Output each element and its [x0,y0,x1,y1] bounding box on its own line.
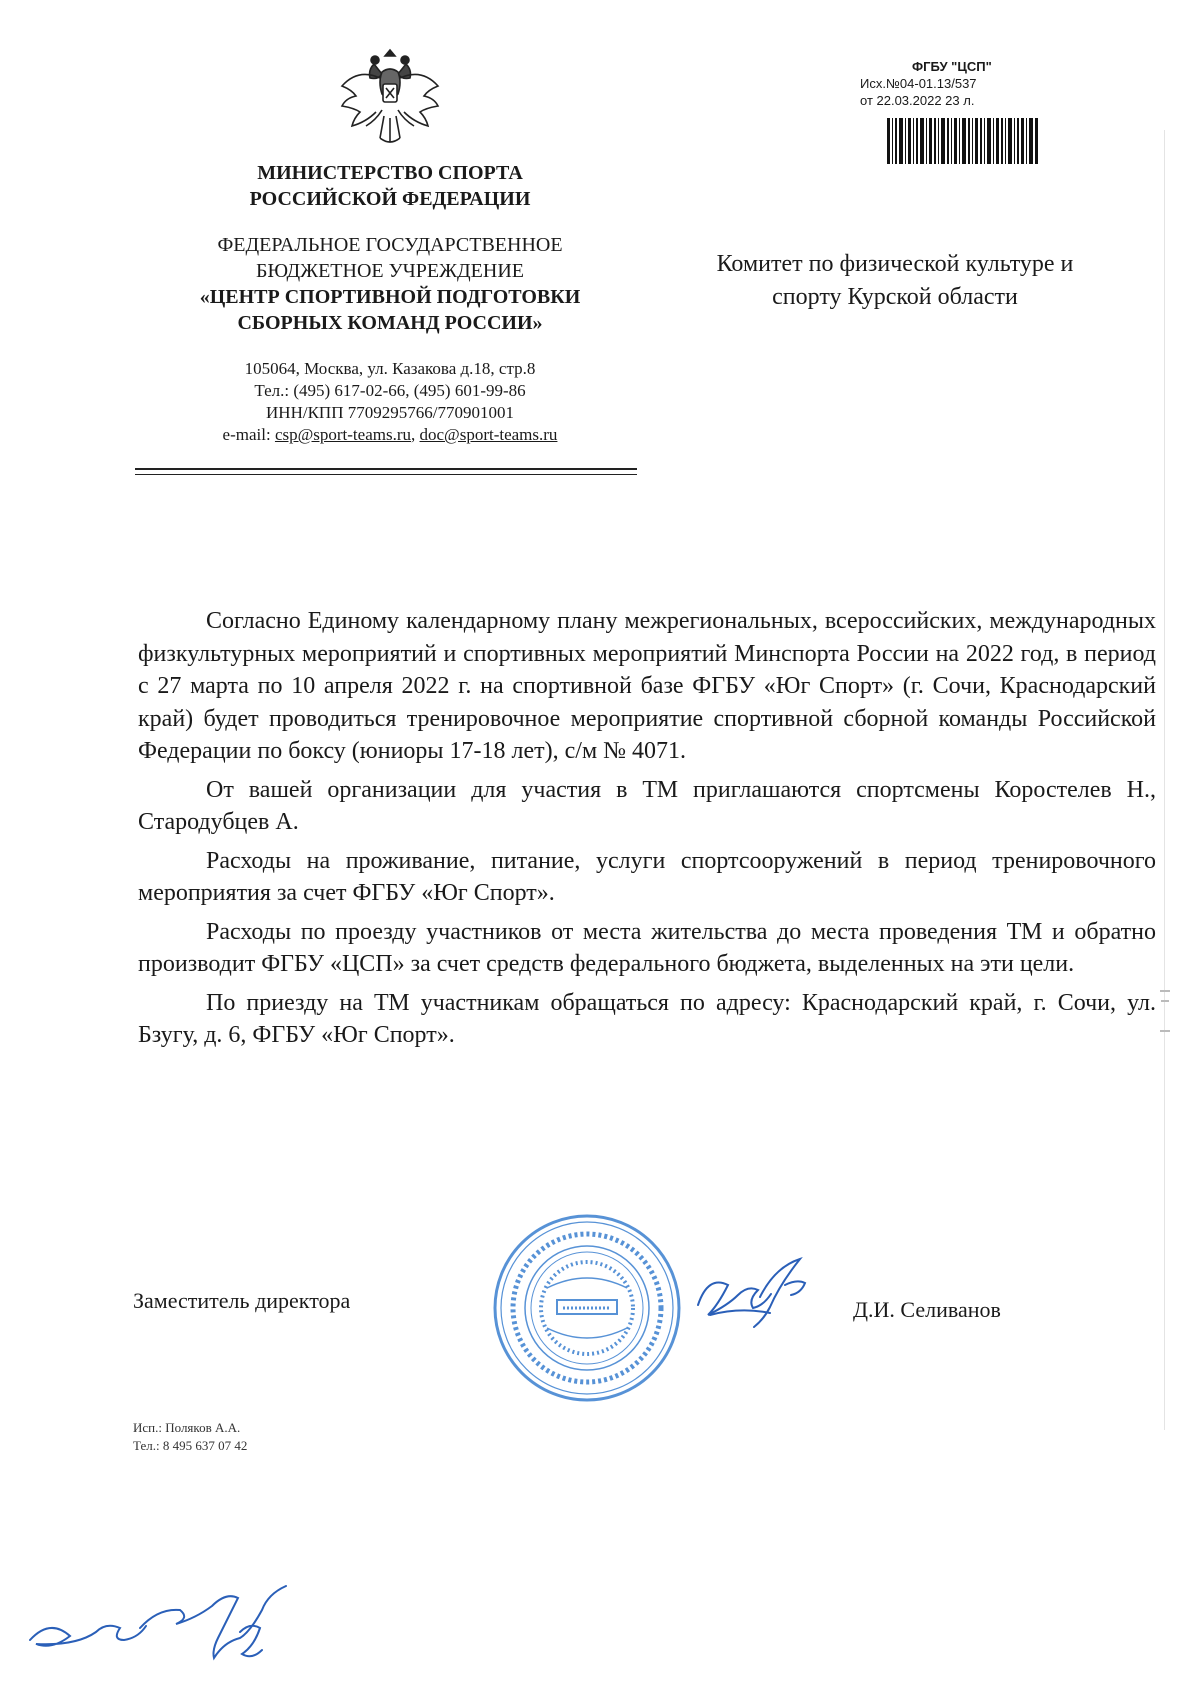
handwritten-signature-icon [690,1245,825,1340]
org-email-line [150,424,630,446]
body-paragraph-3: Расходы на проживание, питание, услуги спортсооружений в период тренировочного мероприятия за счет ФГБУ «Юг Спорт». [138,847,1156,906]
ministry-line-2: РОССИЙСКОЙ ФЕДЕРАЦИИ [249,188,531,210]
registration-number: Исх.№04-01.13/537 [860,76,977,91]
email-link-doc[interactable]: doc@sport-teams.ru [419,425,558,444]
addressee-line-2: спорту Курской области [772,284,1018,310]
registration-org: ФГБУ "ЦСП" [912,59,992,74]
body-paragraph-2: От вашей организации для участия в ТМ приглашаются спортсмены Коростелев Н., Стародубцев А. [138,776,1156,835]
body-paragraph-5: По приезду на ТМ участникам обращаться по адресу: Краснодарский край, г. Сочи, ул. Бзугу, д. 6, ФГБУ «Юг Спорт». [138,989,1156,1048]
org-phone: Тел.: (495) 617-02-66, (495) 601-99-86 [254,381,526,400]
org-line-3: «ЦЕНТР СПОРТИВНОЙ ПОДГОТОВКИ [199,286,581,308]
ministry-line-1: МИНИСТЕРСТВО СПОРТА [257,162,523,184]
header-divider-thin [135,474,637,475]
org-line-4: СБОРНЫХ КОМАНД РОССИИ» [237,312,543,334]
signer-name: Д.И. Селиванов [853,1297,1001,1322]
official-seal-icon [487,1208,687,1408]
coat-of-arms-emblem-icon [330,38,450,158]
registration-date: от 22.03.2022 23 л. [860,93,975,108]
header-divider-thick [135,468,637,470]
org-line-2: БЮДЖЕТНОЕ УЧРЕЖДЕНИЕ [255,260,525,282]
body-paragraph-1: Согласно Единому календарному плану межрегиональных, всероссийских, международных физкультурных мероприятий и спортивных мероприятий Минспорта России на 2022 год, в период с 27 марта по 10 апреля 2022 г. на спортивной базе ФГБУ «Юг Спорт» (г. Сочи, Краснодарский край) будет проводиться тренировочное мероприятие спортивной сборной команды Российской Федерации по боксу (юниоры 17-18 лет), с/м № 4071. [138,608,1156,764]
org-address: 105064, Москва, ул. Казакова д.18, стр.8 [244,359,536,378]
body-paragraph-4: Расходы по проезду участников от места жительства до места проведения ТМ и обратно производит ФГБУ «ЦСП» за счет средств федерального бюджета, выделенных на эти цели. [138,918,1156,977]
executor-info [133,1419,247,1455]
executor-name: Исп.: Поляков А.А. [133,1420,241,1435]
organization-contacts [150,358,630,446]
email-link-csp[interactable]: csp@sport-teams.ru [274,425,411,444]
signer-position: Заместитель директора [133,1288,351,1313]
registration-stamp [860,58,1080,109]
organization-name [150,232,630,336]
ministry-name [190,160,590,212]
scan-artifact-marks [1158,130,1172,1430]
handwritten-annotation-icon [20,1558,320,1668]
addressee [660,248,1130,314]
barcode-icon [887,118,1039,164]
letter-body [138,605,1156,1058]
org-line-1: ФЕДЕРАЛЬНОЕ ГОСУДАРСТВЕННОЕ [217,234,563,256]
addressee-line-1: Комитет по физической культуре и [716,251,1074,277]
org-inn: ИНН/КПП 7709295766/770901001 [266,403,514,422]
email-separator: , [411,425,420,444]
executor-phone: Тел.: 8 495 637 07 42 [133,1438,248,1453]
email-prefix: e-mail: [222,425,275,444]
